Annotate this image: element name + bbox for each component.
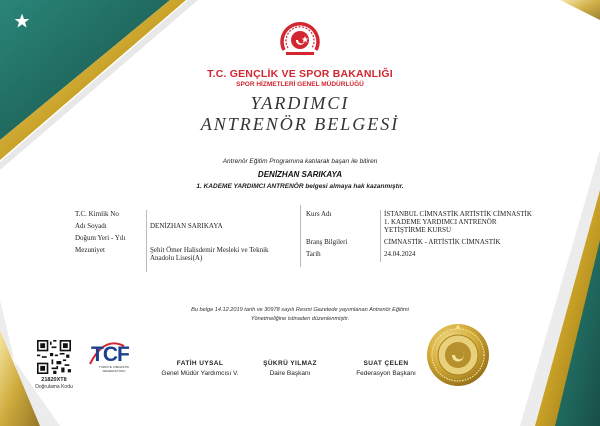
left-field-divider (146, 210, 147, 272)
tcf-logo-text: TCF (91, 343, 129, 366)
course-name-label: Kurs Adı (306, 210, 332, 218)
recipient-name: DENİZHAN SARIKAYA (257, 170, 343, 179)
right-field-divider (380, 210, 381, 262)
top-right-gold-band (560, 0, 600, 20)
tcf-caption: TÜRKİYE CİMNASTİK FEDERASYONU (98, 365, 130, 373)
date-label: Tarih (306, 250, 321, 258)
certificate-title-line1: YARDIMCI (250, 93, 350, 113)
certificate-title-line2: ANTRENÖR BELGESİ (200, 114, 400, 134)
branch-label: Branş Bilgileri (306, 238, 348, 246)
certificate-statement: 1. KADEME YARDIMCI ANTRENÖR belgesi almaya hak kazanmıştır. (196, 183, 404, 190)
ministry-emblem-icon (276, 18, 324, 62)
center-divider (300, 205, 301, 267)
tcf-logo-icon (88, 340, 140, 374)
signature-3-title: Federasyon Başkanı (356, 370, 416, 377)
signature-3-name: SUAT ÇELEN (363, 360, 409, 367)
qr-code-icon (37, 340, 71, 374)
legal-note-line2: Yönetmeliğine istinaden düzenlenmiştir. (250, 316, 350, 322)
graduation-value: Şehit Ömer Halisdemir Mesleki ve Teknik Anadolu Lisesi(A) (150, 246, 269, 262)
legal-note-line1: Bu belge 14.12.2019 tarih ve 30978 sayılı Resmi Gazetede yayımlanan Antrenör Eğitimi (191, 307, 409, 313)
full-name-value: DENİZHAN SARIKAYA (150, 222, 223, 230)
certificate-intro: Antrenör Eğitim Programına katılarak başarı ile bitiren (222, 158, 378, 165)
signature-1-title: Genel Müdür Yardımcısı V. (161, 370, 239, 377)
ministry-title: T.C. GENÇLİK VE SPOR BAKANLIĞI (207, 68, 393, 80)
star-icon (14, 13, 30, 29)
gold-seal-icon (425, 322, 491, 388)
qr-verification-code: 21820XT8 (41, 377, 67, 383)
signature-2-name: ŞÜKRÜ YILMAZ (263, 360, 317, 367)
graduation-label: Mezuniyet (75, 246, 105, 254)
tc-id-label: T.C. Kimlik No (75, 210, 119, 218)
branch-value: CİMNASTİK - ARTİSTİK CİMNASTİK (384, 238, 501, 246)
full-name-label: Adı Soyadı (75, 222, 107, 230)
birthplace-label: Doğum Yeri - Yılı (75, 234, 126, 242)
signature-1-name: FATİH UYSAL (176, 360, 224, 367)
qr-caption: Doğrulama Kodu (35, 384, 73, 390)
ministry-subtitle: SPOR HİZMETLERİ GENEL MÜDÜRLÜĞÜ (236, 81, 364, 88)
date-value: 24.04.2024 (384, 250, 416, 258)
course-name-value: İSTANBUL CİMNASTİK ARTİSTİK CİMNASTİK 1. KADEME YARDIMCI ANTRENÖR YETİŞTİRME KURSU (384, 210, 532, 234)
signature-2-title: Daire Başkanı (269, 370, 311, 377)
